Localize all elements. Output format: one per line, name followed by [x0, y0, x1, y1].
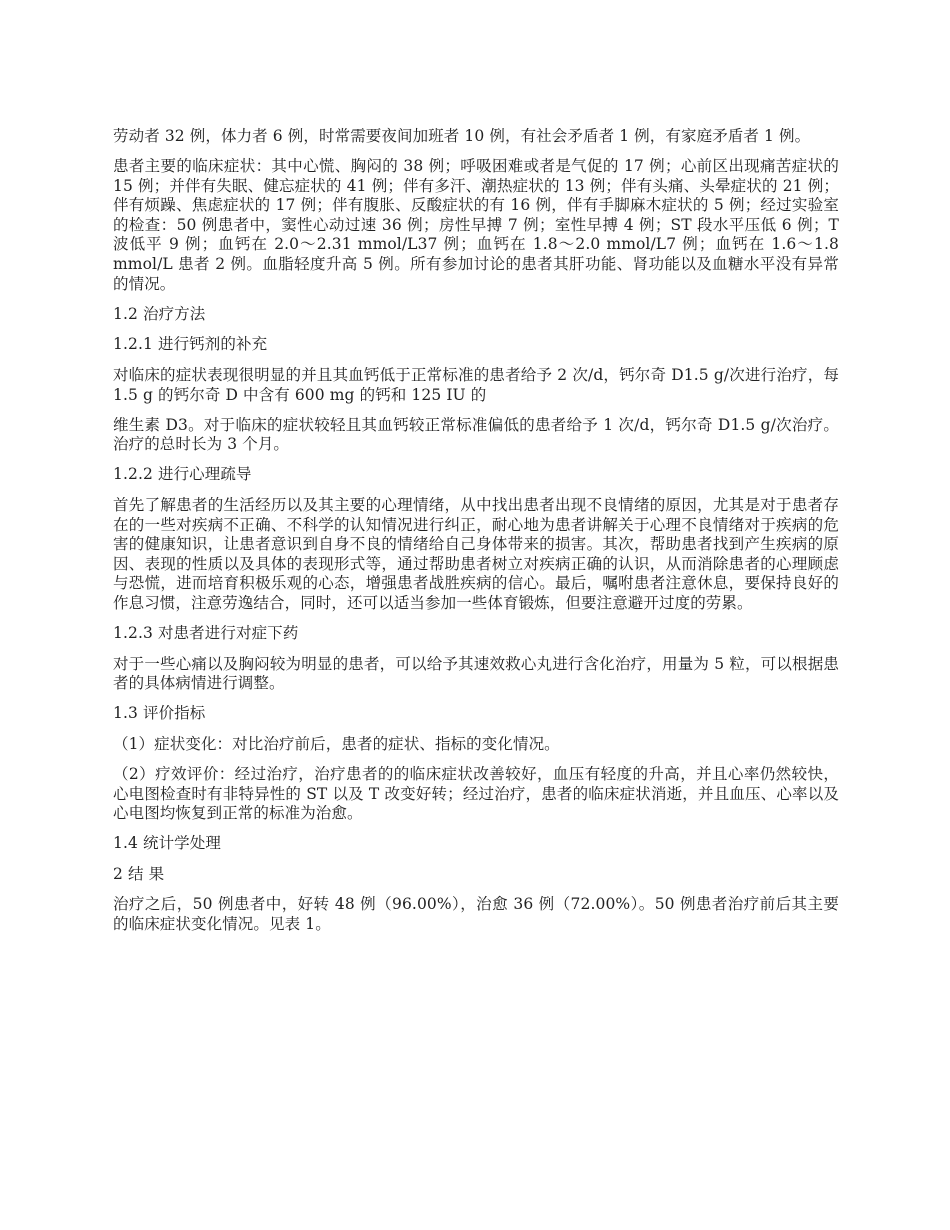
paragraph-indicator-1: （1）症状变化：对比治疗前后，患者的症状、指标的变化情况。 [113, 734, 560, 753]
heading-1-2-1: 1.2.1 进行钙剂的补充 [113, 335, 268, 354]
paragraph-results: 治疗之后，50 例患者中，好转 48 例（96.00%），治愈 36 例（72.00%）。50 例患者治疗前后其主要的临床症状变化情况。见表 1。 [113, 895, 839, 933]
paragraph-calcium-1: 对临床的症状表现很明显的并且其血钙低于正常标准的患者给予 2 次/d，钙尔奇 D1.5 g/次进行治疗，每 1.5 g 的钙尔奇 D 中含有 600 mg 的钙和 125 IU 的 [113, 365, 839, 404]
heading-1-4: 1.4 统计学处理 [113, 834, 221, 853]
heading-2: 2 结 果 [113, 864, 165, 883]
paragraph-medication: 对于一些心痛以及胸闷较为明显的患者，可以给予其速效救心丸进行含化治疗，用量为 5 粒，可以根据患者的具体病情进行调整。 [113, 654, 839, 693]
paragraph-symptoms: 患者主要的临床症状：其中心慌、胸闷的 38 例；呼吸困难或者是气促的 17 例；心前区出现痛苦症状的 15 例；并伴有失眠、健忘症状的 41 例；伴有多汗、潮热症状的 13 例；伴有头痛、头晕症状的 21 例；伴有烦躁、焦虑症状的 17 例；伴有腹胀、反酸症状的有 16 例，伴有手脚麻木症状的 5 例；经过实验室的检查：50 例患者中，窦性心动过速 36 例；房性早搏 7 例；室性早搏 4 例；ST 段水平压低 6 例；T 波低平 9 例；血钙在 2.0～2.31 mmol/L37 例；血钙在 1.8～2.0 mmol/L7 例；血钙在 1.6～1.8 mmol/L 患者 2 例。血脂轻度升高 5 例。所有参加讨论的患者其肝功能、肾功能以及血糖水平没有异常的情况。 [113, 157, 839, 293]
heading-1-2-3: 1.2.3 对患者进行对症下药 [113, 623, 299, 642]
heading-1-2-2: 1.2.2 进行心理疏导 [113, 465, 252, 484]
document-body [113, 127, 839, 945]
paragraph-psychology: 首先了解患者的生活经历以及其主要的心理情绪，从中找出患者出现不良情绪的原因，尤其是对于患者存在的一些对疾病不正确、不科学的认知情况进行纠正，耐心地为患者讲解关于心理不良情绪对于疾病的危害的健康知识，让患者意识到自身不良的情绪给自己身体带来的损害。其次，帮助患者找到产生疾病的原因、表现的性质以及具体的表现形式等，通过帮助患者树立对疾病正确的认识，从而消除患者的心理顾虑与恐慌，进而培育积极乐观的心态，增强患者战胜疾病的信心。最后，嘱咐患者注意休息，要保持良好的作息习惯，注意劳逸结合，同时，还可以适当参加一些体育锻炼，但要注意避开过度的劳累。 [113, 495, 839, 612]
paragraph-indicator-2: （2）疗效评价：经过治疗，治疗患者的的临床症状改善较好，血压有轻度的升高，并且心率仍然较快，心电图检查时有非特异性的 ST 以及 T 改变好转；经过治疗，患者的临床症状消逝，并且血压、心率以及心电图均恢复到正常的标准为治愈。 [113, 764, 839, 823]
heading-1-2: 1.2 治疗方法 [113, 304, 206, 323]
heading-1-3: 1.3 评价指标 [113, 704, 206, 723]
paragraph-calcium-2: 维生素 D3。对于临床的症状较轻且其血钙较正常标准偏低的患者给予 1 次/d，钙尔奇 D1.5 g/次治疗。治疗的总时长为 3 个月。 [113, 415, 839, 454]
paragraph-occupation: 劳动者 32 例，体力者 6 例，时常需要夜间加班者 10 例，有社会矛盾者 1 例，有家庭矛盾者 1 例。 [113, 127, 811, 145]
